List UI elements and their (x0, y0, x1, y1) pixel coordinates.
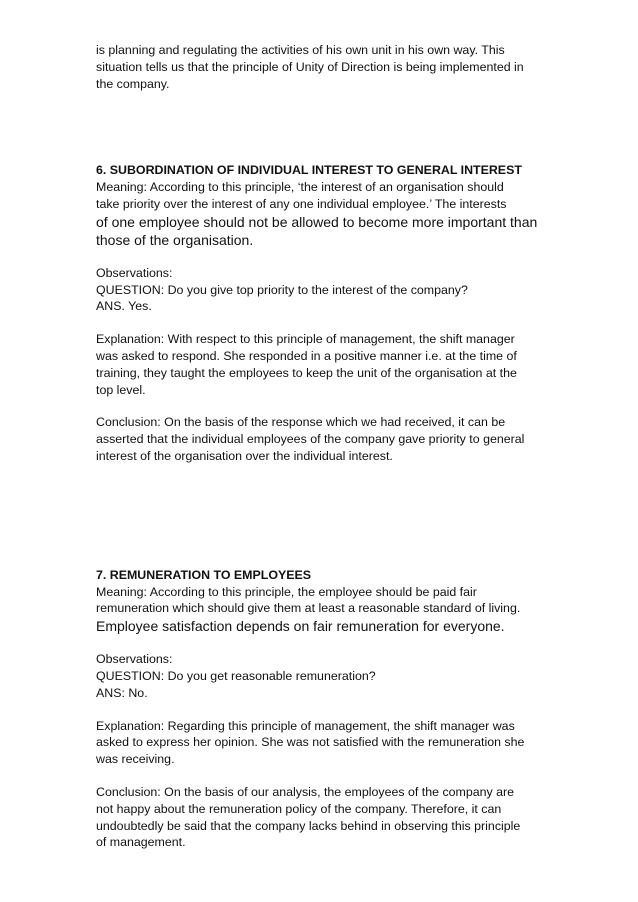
answer-text: ANS. Yes. (96, 299, 152, 314)
explanation-paragraph (96, 331, 556, 398)
document-page (96, 42, 556, 851)
meaning-line: Employee satisfaction depends on fair remuneration for everyone. (96, 618, 505, 635)
intro-line: situation tells us that the principle of Unity of Direction is being implemented in (96, 59, 524, 74)
intro-line: the company. (96, 76, 170, 91)
section-6 (96, 162, 556, 464)
meaning-line: Meaning: According to this principle, the employee should be paid fair (96, 584, 477, 599)
section-heading: 7. REMUNERATION TO EMPLOYEES (96, 567, 312, 582)
explanation-line: Explanation: With respect to this principle of management, the shift manager (96, 332, 515, 347)
meaning-line: of one employee should not be allowed to become more important than (96, 213, 538, 230)
meaning-line: those of the organisation. (96, 231, 254, 248)
conclusion-line: asserted that the individual employees of the company gave priority to general (96, 432, 525, 447)
answer-text: ANS: No. (96, 685, 148, 700)
conclusion-line: not happy about the remuneration policy of the company. Therefore, it can (96, 801, 502, 816)
intro-line: is planning and regulating the activities of his own unit in his own way. This (96, 43, 505, 57)
intro-paragraph (96, 42, 556, 92)
observations-block (96, 265, 556, 315)
explanation-line: training, they taught the employees to keep the unit of the organisation at the (96, 365, 517, 380)
meaning-paragraph (96, 584, 556, 636)
conclusion-line: Conclusion: On the basis of the response which we had received, it can be (96, 415, 506, 430)
explanation-line: top level. (96, 382, 146, 397)
explanation-line: asked to express her opinion. She was not satisfied with the remuneration she (96, 735, 525, 750)
explanation-line: Explanation: Regarding this principle of management, the shift manager was (96, 718, 515, 733)
question-text: QUESTION: Do you give top priority to the interest of the company? (96, 282, 468, 297)
section-heading: 6. SUBORDINATION OF INDIVIDUAL INTEREST TO GENERAL INTEREST (96, 163, 522, 178)
conclusion-line: undoubtedly be said that the company lacks behind in observing this principle (96, 818, 521, 833)
section-7 (96, 567, 556, 851)
conclusion-paragraph (96, 414, 556, 464)
question-text: QUESTION: Do you get reasonable remuneration? (96, 668, 376, 683)
conclusion-line: of management. (96, 835, 186, 850)
explanation-paragraph (96, 718, 556, 768)
conclusion-line: Conclusion: On the basis of our analysis, the employees of the company are (96, 784, 515, 799)
meaning-line: take priority over the interest of any one individual employee.’ The interests (96, 196, 507, 211)
conclusion-line: interest of the organisation over the individual interest. (96, 448, 393, 463)
meaning-line: remuneration which should give them at least a reasonable standard of living. (96, 601, 521, 616)
conclusion-paragraph (96, 784, 556, 851)
observations-block (96, 651, 556, 701)
explanation-line: was asked to respond. She responded in a positive manner i.e. at the time of (96, 348, 517, 363)
meaning-paragraph (96, 179, 556, 249)
observations-label: Observations: (96, 265, 173, 280)
meaning-line: Meaning: According to this principle, ‘the interest of an organisation should (96, 180, 504, 195)
explanation-line: was receiving. (96, 752, 175, 767)
observations-label: Observations: (96, 652, 173, 667)
